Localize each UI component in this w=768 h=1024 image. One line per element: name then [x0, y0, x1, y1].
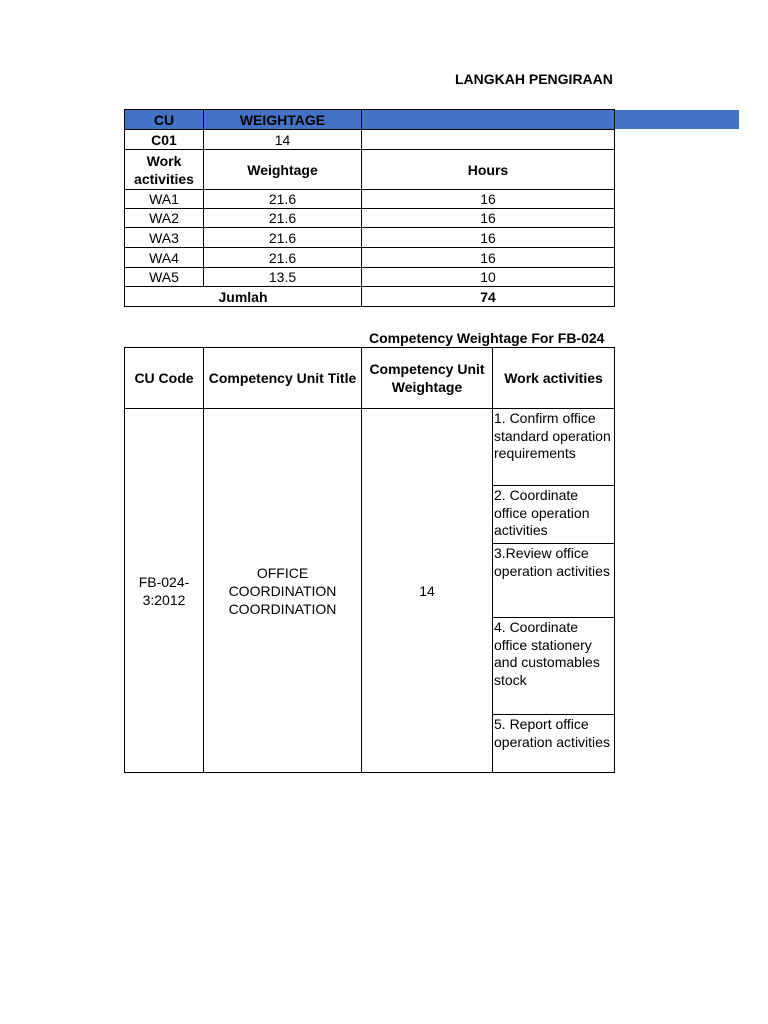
table-row [125, 268, 615, 287]
table-row [125, 190, 615, 209]
cu-title-cell: OFFICE COORDINATION COORDINATION [204, 409, 362, 773]
cu-code-cell: FB-024-3:2012 [125, 409, 204, 773]
cu-weightage: 14 [204, 130, 362, 150]
total-hours: 74 [362, 287, 615, 307]
work-activity-item: 2. Coordinate office operation activities [493, 486, 615, 544]
competency-table [124, 347, 615, 773]
header-cu: CU [125, 110, 204, 130]
col-header-cu-title: Competency Unit Title [204, 348, 362, 409]
cu-blank [362, 130, 615, 150]
col-header-work-activities: Work activities [493, 348, 615, 409]
col-header-cu-code: CU Code [125, 348, 204, 409]
page-title: LANGKAH PENGIRAAN [455, 71, 613, 87]
wa-hours: 16 [362, 228, 615, 248]
wa-weightage: 21.6 [204, 248, 362, 268]
table-row [125, 209, 615, 228]
col-header-work-activities: Work activities [125, 150, 204, 190]
work-activity-item: 4. Coordinate office stationery and customables stock [493, 618, 615, 715]
cu-weightage-cell: 14 [362, 409, 493, 773]
wa-weightage: 21.6 [204, 209, 362, 228]
wa-hours: 10 [362, 268, 615, 287]
work-activity-item: 3.Review office operation activities [493, 544, 615, 618]
total-label: Jumlah [125, 287, 362, 307]
col-header-hours: Hours [362, 150, 615, 190]
wa-weightage: 21.6 [204, 190, 362, 209]
col-header-cu-weightage: Competency Unit Weightage [362, 348, 493, 409]
work-activity-item: 5. Report office operation activities [493, 715, 615, 773]
wa-code: WA4 [125, 248, 204, 268]
wa-code: WA3 [125, 228, 204, 248]
cu-code: C01 [125, 130, 204, 150]
wa-weightage: 13.5 [204, 268, 362, 287]
wa-code: WA5 [125, 268, 204, 287]
section-subtitle: Competency Weightage For FB-024 [369, 330, 605, 346]
wa-hours: 16 [362, 209, 615, 228]
work-activity-item: 1. Confirm office standard operation requirements [493, 409, 615, 486]
table-row [125, 228, 615, 248]
wa-hours: 16 [362, 248, 615, 268]
header-weightage: WEIGHTAGE [204, 110, 362, 130]
wa-code: WA2 [125, 209, 204, 228]
wa-code: WA1 [125, 190, 204, 209]
header-accent-strip [614, 110, 739, 129]
wa-hours: 16 [362, 190, 615, 209]
wa-weightage: 21.6 [204, 228, 362, 248]
table-row [125, 248, 615, 268]
header-blank [362, 110, 615, 130]
col-header-weightage: Weightage [204, 150, 362, 190]
summary-table [124, 109, 615, 307]
total-row [125, 287, 615, 307]
